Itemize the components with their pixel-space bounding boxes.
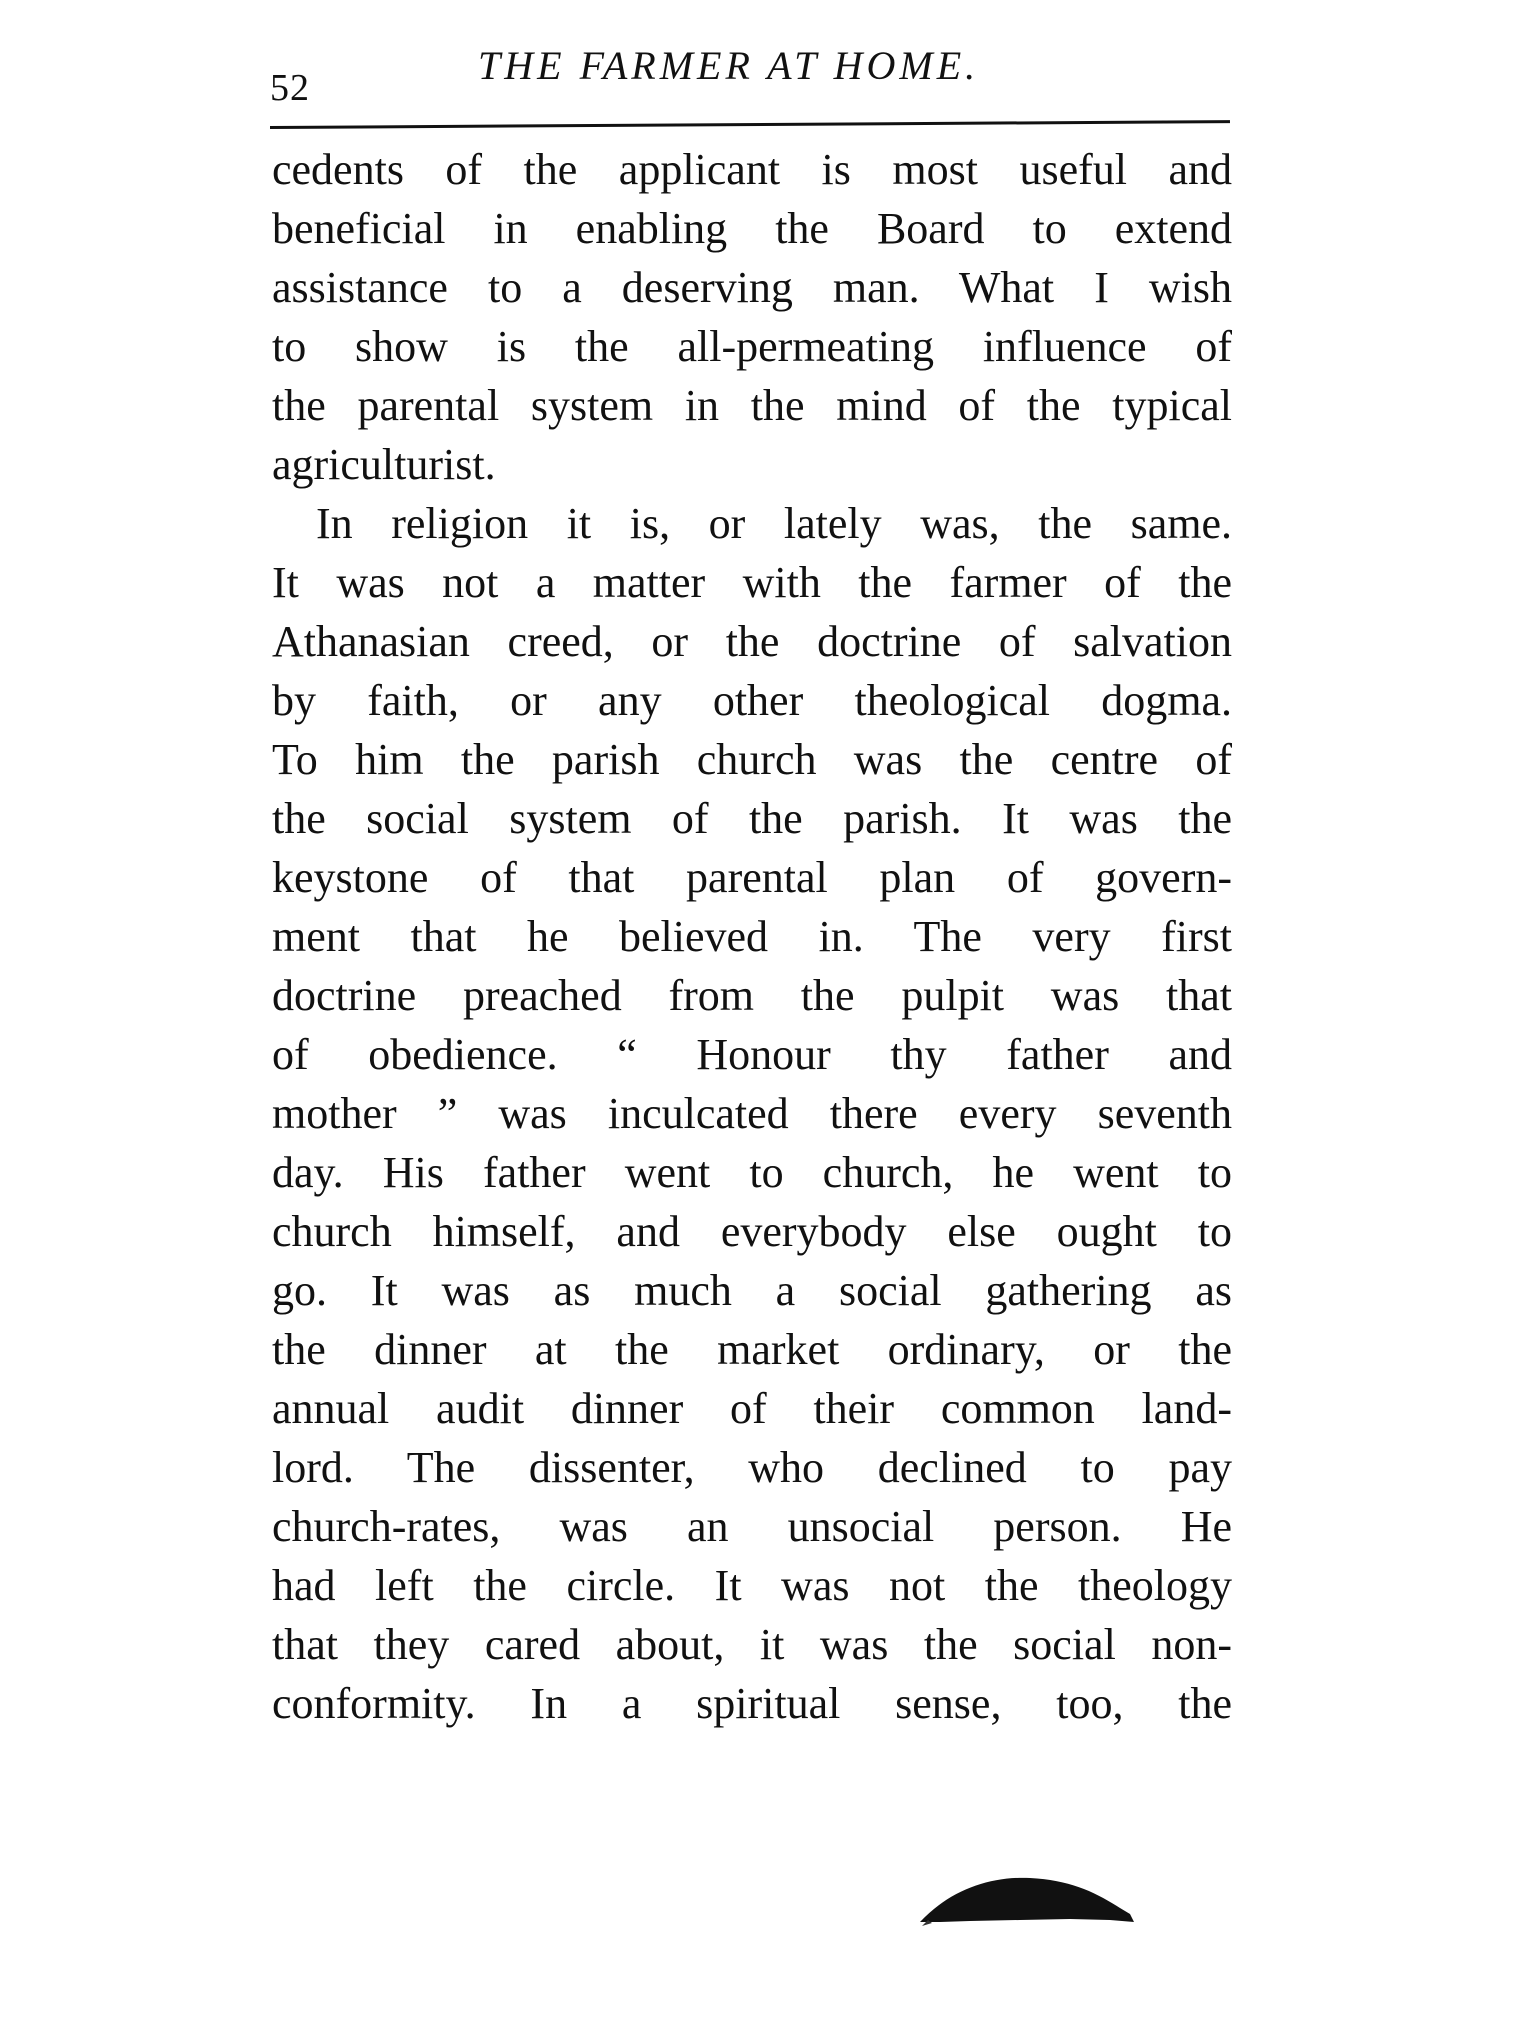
paragraph-start-line: In religion it is, or lately was, the same. xyxy=(316,499,1232,548)
text-line: the social system of the parish. It was the xyxy=(272,794,1232,843)
text-line: assistance to a deserving man. What I wish xyxy=(272,263,1232,312)
text-line: by faith, or any other theological dogma. xyxy=(272,676,1232,725)
text-line: To him the parish church was the centre of xyxy=(272,735,1232,784)
text-line: keystone of that parental plan of govern- xyxy=(272,853,1232,902)
text-line: day. His father went to church, he went to xyxy=(272,1148,1232,1197)
ink-blot-mark xyxy=(920,1870,1140,1930)
text-line: conformity. In a spiritual sense, too, the xyxy=(272,1679,1232,1728)
text-line: church himself, and everybody else ought to xyxy=(272,1207,1232,1256)
text-line: the dinner at the market ordinary, or the xyxy=(272,1325,1232,1374)
text-line: ment that he believed in. The very first xyxy=(272,912,1232,961)
text-line: church-rates, was an unsocial person. He xyxy=(272,1502,1232,1551)
text-line: of obedience. “ Honour thy father and xyxy=(272,1030,1232,1079)
text-line: lord. The dissenter, who declined to pay xyxy=(272,1443,1232,1492)
page-number: 52 xyxy=(270,67,310,109)
text-line: had left the circle. It was not the theology xyxy=(272,1561,1232,1610)
text-line: that they cared about, it was the social non- xyxy=(272,1620,1232,1669)
text-line: Athanasian creed, or the doctrine of salvation xyxy=(272,617,1232,666)
text-line: to show is the all-permeating influence of xyxy=(272,322,1232,371)
text-line: beneficial in enabling the Board to extend xyxy=(272,204,1232,253)
header-rule xyxy=(270,120,1230,129)
running-title: THE FARMER AT HOME. xyxy=(478,43,980,88)
text-line: cedents of the applicant is most useful and xyxy=(272,145,1232,194)
page-header xyxy=(270,40,1230,120)
paragraph-end-line: agriculturist. xyxy=(272,440,496,489)
text-line: the parental system in the mind of the typical xyxy=(272,381,1232,430)
text-line: mother ” was inculcated there every seventh xyxy=(272,1089,1232,1138)
text-line: It was not a matter with the farmer of the xyxy=(272,558,1232,607)
text-line: doctrine preached from the pulpit was that xyxy=(272,971,1232,1020)
body-text xyxy=(272,140,1232,1733)
text-line: go. It was as much a social gathering as xyxy=(272,1266,1232,1315)
text-line: annual audit dinner of their common land- xyxy=(272,1384,1232,1433)
